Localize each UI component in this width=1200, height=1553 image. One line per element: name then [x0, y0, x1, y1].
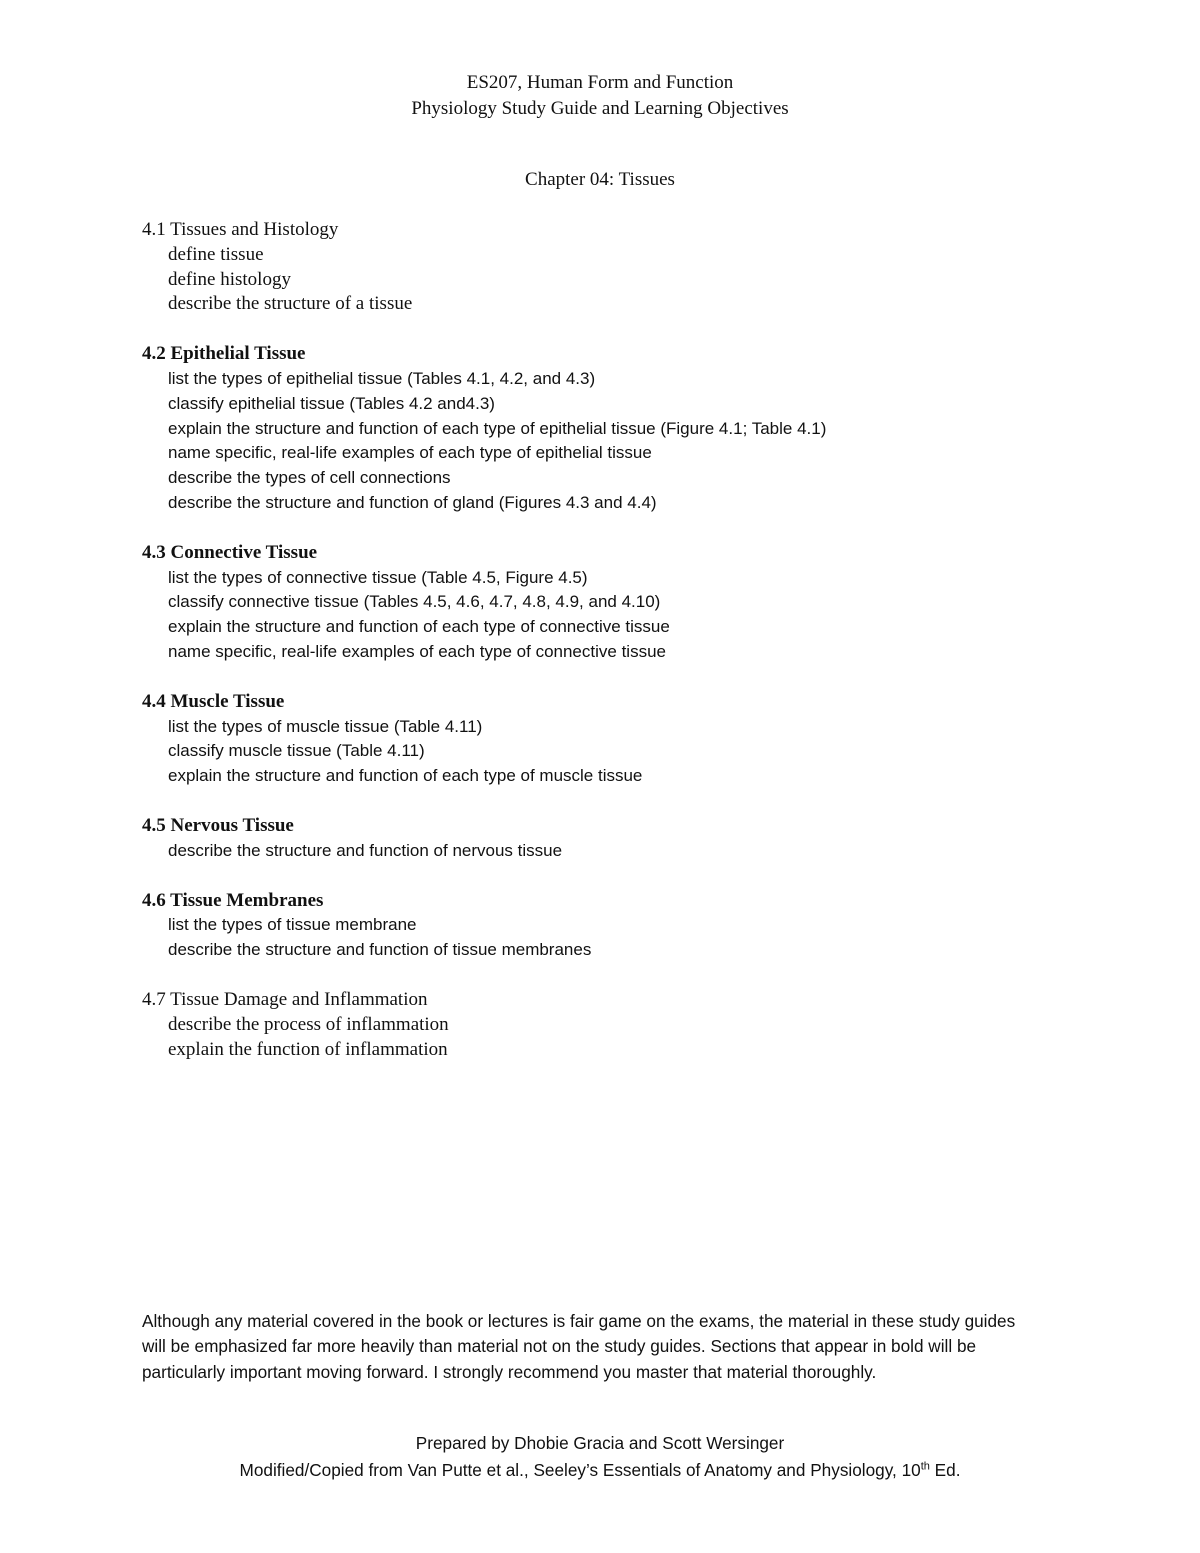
section — [142, 889, 1102, 963]
section-heading: 4.4 Muscle Tissue — [142, 690, 285, 712]
learning-objective: list the types of tissue membrane — [168, 915, 417, 935]
section-heading: 4.3 Connective Tissue — [142, 541, 318, 563]
section-heading: 4.2 Epithelial Tissue — [142, 343, 306, 365]
learning-objective: list the types of epithelial tissue (Tables 4.1, 4.2, and 4.3) — [168, 368, 596, 388]
chapter-title: Chapter 04: Tissues — [525, 169, 675, 190]
section — [142, 690, 1102, 789]
learning-objective: describe the structure of a tissue — [168, 293, 413, 315]
study-guide-note: Although any material covered in the book or lectures is fair game on the exams, the material in these study guides will be emphasized far more heavily than material not on the study guides. Sections that appear in bold will be particularly important moving forward. I strongly recommend you master that material thoroughly. — [142, 1311, 1016, 1382]
learning-objective: name specific, real-life examples of each type of epithelial tissue — [168, 443, 652, 463]
learning-objective: describe the structure and function of nervous tissue — [168, 840, 563, 860]
learning-objective: classify muscle tissue (Table 4.11) — [168, 741, 425, 761]
learning-objective: explain the structure and function of each type of connective tissue — [168, 617, 670, 637]
section — [142, 541, 1102, 665]
section-heading: 4.1 Tissues and Histology — [142, 219, 339, 240]
guide-title: Physiology Study Guide and Learning Objectives — [411, 98, 789, 119]
source-citation-text: Modified/Copied from Van Putte et al., Seeley’s Essentials of Anatomy and Physiology, 10 — [239, 1460, 921, 1480]
source-citation-suffix: Ed. — [929, 1460, 961, 1480]
learning-objective: define histology — [168, 268, 291, 290]
learning-objective: define tissue — [168, 243, 264, 265]
source-citation-superscript: th — [920, 1460, 930, 1473]
learning-objective: classify epithelial tissue (Tables 4.2 and4.3) — [168, 393, 495, 413]
course-title: ES207, Human Form and Function — [466, 72, 734, 93]
learning-objective: classify connective tissue (Tables 4.5, 4.6, 4.7, 4.8, 4.9, and 4.10) — [168, 592, 661, 612]
section — [142, 218, 1102, 317]
section — [142, 342, 1102, 516]
section — [142, 988, 1102, 1062]
section — [142, 814, 1102, 864]
section-heading: 4.5 Nervous Tissue — [142, 814, 294, 836]
section-heading: 4.7 Tissue Damage and Inflammation — [142, 988, 428, 1010]
learning-objective: explain the structure and function of each type of muscle tissue — [168, 766, 643, 786]
learning-objective: explain the structure and function of each type of epithelial tissue (Figure 4.1; Table 4.1) — [168, 418, 827, 438]
learning-objective: describe the structure and function of tissue membranes — [168, 940, 592, 960]
learning-objective: explain the function of inflammation — [168, 1038, 448, 1060]
learning-objective: list the types of connective tissue (Table 4.5, Figure 4.5) — [168, 567, 588, 587]
prepared-by: Prepared by Dhobie Gracia and Scott Wersinger — [415, 1433, 785, 1453]
learning-objective: describe the process of inflammation — [168, 1013, 449, 1035]
learning-objective: describe the types of cell connections — [168, 468, 451, 488]
source-citation — [0, 1458, 1200, 1482]
learning-objective: describe the structure and function of gland (Figures 4.3 and 4.4) — [168, 492, 657, 512]
objectives-list — [142, 218, 1102, 1087]
section-heading: 4.6 Tissue Membranes — [142, 889, 324, 911]
learning-objective: list the types of muscle tissue (Table 4.11) — [168, 716, 483, 736]
learning-objective: name specific, real-life examples of each type of connective tissue — [168, 641, 666, 661]
